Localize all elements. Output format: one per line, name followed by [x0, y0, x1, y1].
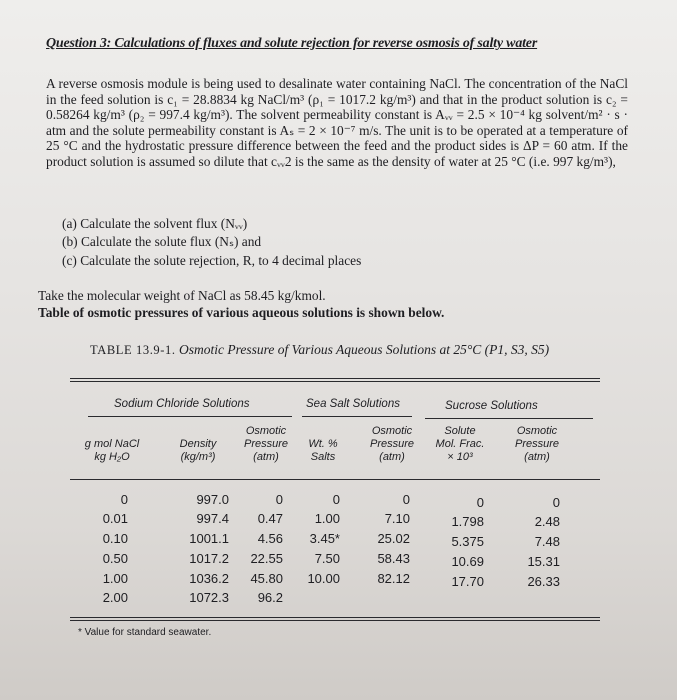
column-header-line: (atm)	[379, 451, 405, 463]
group-sodium-chloride: Sodium Chloride Solutions	[114, 398, 250, 410]
question-title: Question 3: Calculations of fluxes and solute rejection for reverse osmosis of salty water	[46, 36, 538, 51]
table-cell: 26.33	[527, 574, 560, 589]
table-cell: 1072.3	[189, 590, 229, 605]
table-cell: 0	[275, 492, 283, 507]
table-cell: 96.2	[257, 590, 283, 605]
table-caption	[90, 342, 590, 358]
table-cell: 1036.2	[189, 571, 229, 586]
table-cell: 3.45*	[309, 531, 340, 546]
table-cell: 0	[476, 495, 484, 510]
group-sucrose-underline	[425, 418, 593, 419]
table-cell: 10.00	[307, 571, 340, 586]
group-sea-salt: Sea Salt Solutions	[306, 398, 400, 410]
column-header-line: Osmotic	[516, 425, 558, 437]
table-cell: 997.4	[196, 511, 229, 526]
table-bottom-rule-2	[70, 620, 600, 621]
column-header-line: Density	[179, 438, 217, 450]
table-top-rule	[70, 378, 600, 379]
column-header-line: g mol NaCl	[84, 438, 140, 450]
table-footnote: * Value for standard seawater.	[78, 627, 212, 638]
table-cell: 1.00	[102, 571, 128, 586]
column-header-line: (atm)	[253, 451, 279, 463]
table-cell: 0	[552, 495, 560, 510]
question-c: (c) Calculate the solute rejection, R, to 4 decimal places	[62, 253, 362, 268]
table-label: TABLE 13.9-1.	[90, 343, 176, 357]
column-header-1	[67, 438, 157, 464]
table-cell: 58.43	[377, 551, 410, 566]
column-header-line: Solute	[444, 425, 476, 437]
table-caption-text: Osmotic Pressure of Various Aqueous Solutions at 25°C (P1, S3, S5)	[178, 342, 550, 357]
table-cell: 5.375	[451, 534, 484, 549]
column-header-line: Osmotic	[245, 425, 287, 437]
table-heading: Table of osmotic pressures of various aqueous solutions is shown below.	[38, 305, 445, 320]
table-cell: 997.0	[196, 492, 229, 507]
table-cell: 25.02	[377, 531, 410, 546]
table-cell: 0.47	[257, 511, 283, 526]
table-cell: 1001.1	[189, 531, 229, 546]
table-cell: 0	[402, 492, 410, 507]
column-header-line: Pressure	[514, 438, 560, 450]
table-cell: 0.01	[102, 511, 128, 526]
table-cell: 0.10	[102, 531, 128, 546]
column-header-line: Salts	[310, 451, 336, 463]
column-header-line: × 10³	[447, 451, 473, 463]
column-header-line: Osmotic	[371, 425, 413, 437]
question-b: (b) Calculate the solute flux (Nₛ) and	[62, 234, 262, 249]
problem-paragraph: A reverse osmosis module is being used to desalinate water containing NaCl. The concentration of the NaCl in the feed solution is c₁ = 28.8834 kg NaCl/m³ (ρ₁ = 1017.2 kg/m³) and that in the product solution is c₂ = 0.58264 kg/m³ (ρ₂ = 997.4 kg/m³). The solvent permeability constant is Aᵥᵥ = 2.5 × 10⁻⁴ kg solvent/m² · s · atm and the solute permeability constant is Aₛ = 2 × 10⁻⁷ m/s. The unit is to be operated at a temperature of 25 °C and the hydrostatic pressure difference between the feed and the product sides is ΔP = 60 atm. If the product solution is assumed so dilute that cᵥᵥ2 is the same as the density of water at 25 °C (i.e. 997 kg/m³),	[46, 76, 628, 169]
column-header-line: Wt. %	[308, 438, 338, 450]
table-cell: 0.50	[102, 551, 128, 566]
table-cell: 2.00	[102, 590, 128, 605]
table-cell: 15.31	[527, 554, 560, 569]
table-cell: 10.69	[451, 554, 484, 569]
table-bottom-rule	[70, 617, 600, 618]
column-header-line: Mol. Frac.	[435, 438, 485, 450]
table-cell: 0	[332, 492, 340, 507]
table-cell: 1017.2	[189, 551, 229, 566]
problem-statement	[46, 76, 628, 170]
column-header-line: kg H₂O	[94, 451, 130, 463]
table-cell: 1.00	[314, 511, 340, 526]
group-sodium-chloride-underline	[88, 416, 292, 417]
table-cell: 4.56	[257, 531, 283, 546]
question-a: (a) Calculate the solvent flux (Nᵥᵥ)	[62, 216, 248, 231]
group-sea-salt-underline	[302, 416, 412, 417]
column-header-line: Pressure	[369, 438, 415, 450]
group-sucrose: Sucrose Solutions	[445, 400, 538, 412]
column-header-line: (kg/m³)	[180, 451, 216, 463]
column-header-line: (atm)	[524, 451, 550, 463]
table-cell: 22.55	[250, 551, 283, 566]
header-rule	[70, 479, 600, 480]
table-top-rule-2	[70, 381, 600, 382]
molecular-weight-note: Take the molecular weight of NaCl as 58.45 kg/kmol.	[38, 288, 326, 303]
table-cell: 2.48	[534, 514, 560, 529]
table-cell: 45.80	[250, 571, 283, 586]
table-cell: 17.70	[451, 574, 484, 589]
table-cell: 0	[120, 492, 128, 507]
table-cell: 7.48	[534, 534, 560, 549]
table-cell: 7.10	[384, 511, 410, 526]
table-cell: 1.798	[451, 514, 484, 529]
table-cell: 82.12	[377, 571, 410, 586]
column-header-7	[492, 425, 582, 464]
table-cell: 7.50	[314, 551, 340, 566]
column-header-line: Pressure	[243, 438, 289, 450]
